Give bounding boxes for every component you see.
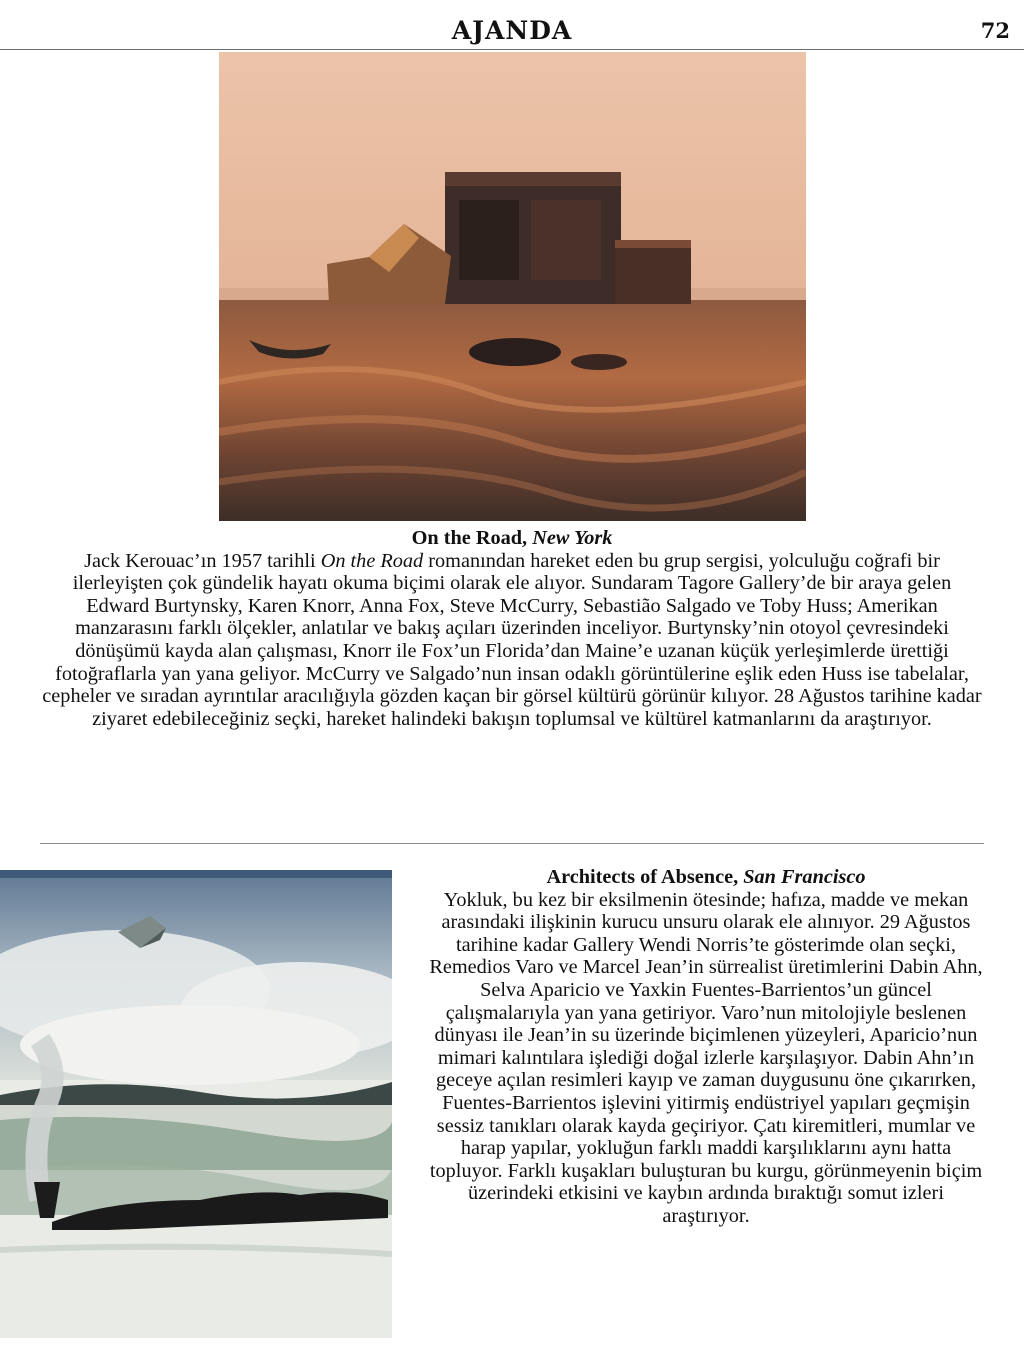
surreal-landscape-painting	[0, 870, 392, 1338]
ship-wreck-photo	[219, 52, 806, 521]
article-title	[40, 527, 984, 550]
magazine-section-title: AJANDA	[451, 16, 573, 45]
article-body	[40, 550, 984, 731]
header-divider	[0, 49, 1024, 50]
article-on-the-road	[40, 527, 984, 730]
article-body: Yokluk, bu kez bir eksilmenin ötesinde; hafıza, madde ve mekan arasındaki ilişkinin kurucu unsuru olarak ele alınıyor. 29 Ağustos tarihine kadar Gallery Wendi Norris’te gösterimde olan seçki, Remedios Varo ve Marcel Jean’in sürrealist üretimlerini Dabin Ahn, Selva Aparicio ve Yaxkin Fuentes-Barrientos’un güncel çalışmalarıyla yan yana getiriyor. Varo’nun mitolojiyle beslenen dünyası ile Jean’in su üzerinde biçimlenen yüzeyleri, Aparicio’nun mimari kalıntılara işlediği doğal izlerle karşılaşıyor. Dabin Ahn’ın geceye açılan resimleri kayıp ve zaman duygusunu öne çıkarırken, Fuentes-Barrientos işlevini yitirmiş endüstriyel yapıları geçmişin sessiz tanıkları olarak kayda geçiriyor. Çatı kiremitleri, mumlar ve harap yapılar, yokluğun farklı maddi karşılıklarını aynı hatta topluyor. Farklı kuşakları buluşturan bu kurgu, görünmeyenin biçim üzerindeki etkisini ve kaybın ardında bıraktığı somut izleri araştırıyor.	[429, 888, 983, 1227]
section-divider	[40, 843, 984, 844]
page-number: 72	[980, 18, 1010, 43]
article-architects-of-absence	[424, 866, 988, 1228]
article-location: San Francisco	[743, 866, 866, 888]
article-title-text: Architects of Absence,	[546, 866, 739, 888]
article-title-text: On the Road,	[411, 527, 528, 549]
book-title: On the Road	[320, 549, 424, 572]
article-title	[424, 866, 988, 889]
ship-wreck-illustration	[219, 52, 806, 521]
surreal-landscape-illustration	[0, 870, 392, 1338]
article-location: New York	[532, 527, 613, 549]
article-body-rest: romanından hareket eden bu grup sergisi, yolculuğu coğrafi bir ilerleyişten çok gündelik hayatı okuma biçimi olarak ele alıyor. Sundaram Tagore Gallery’de bir araya gelen Edward Burtynsky, Karen Knorr, Anna Fox, Steve McCurry, Sebastião Salgado ve Toby Huss; Amerikan manzarasını farklı ölçekler, anlatılar ve bakış açıları üzerinden inceliyor. Burtynsky’nin otoyol çevresindeki dönüşümü kayda alan çalışması, Knorr ile Fox’un Florida’dan Maine’e uzanan küçük yerleşimlerde ürettiği fotoğraflarla yan yana geliyor. McCurry ve Salgado’nun insan odaklı görüntülerine eşlik eden Huss ise tabelalar, cepheler ve sıradan ayrıntılar aracılığıyla gözden kaçan bir görsel kültürü görünür kılıyor. 28 Ağustos tarihine kadar ziyaret edebileceğiniz seçki, hareket halindeki bakışın toplumsal ve kültürel katmanlarını da araştırıyor.	[42, 549, 982, 730]
article-body-intro: Jack Kerouac’ın 1957 tarihli	[84, 549, 321, 572]
